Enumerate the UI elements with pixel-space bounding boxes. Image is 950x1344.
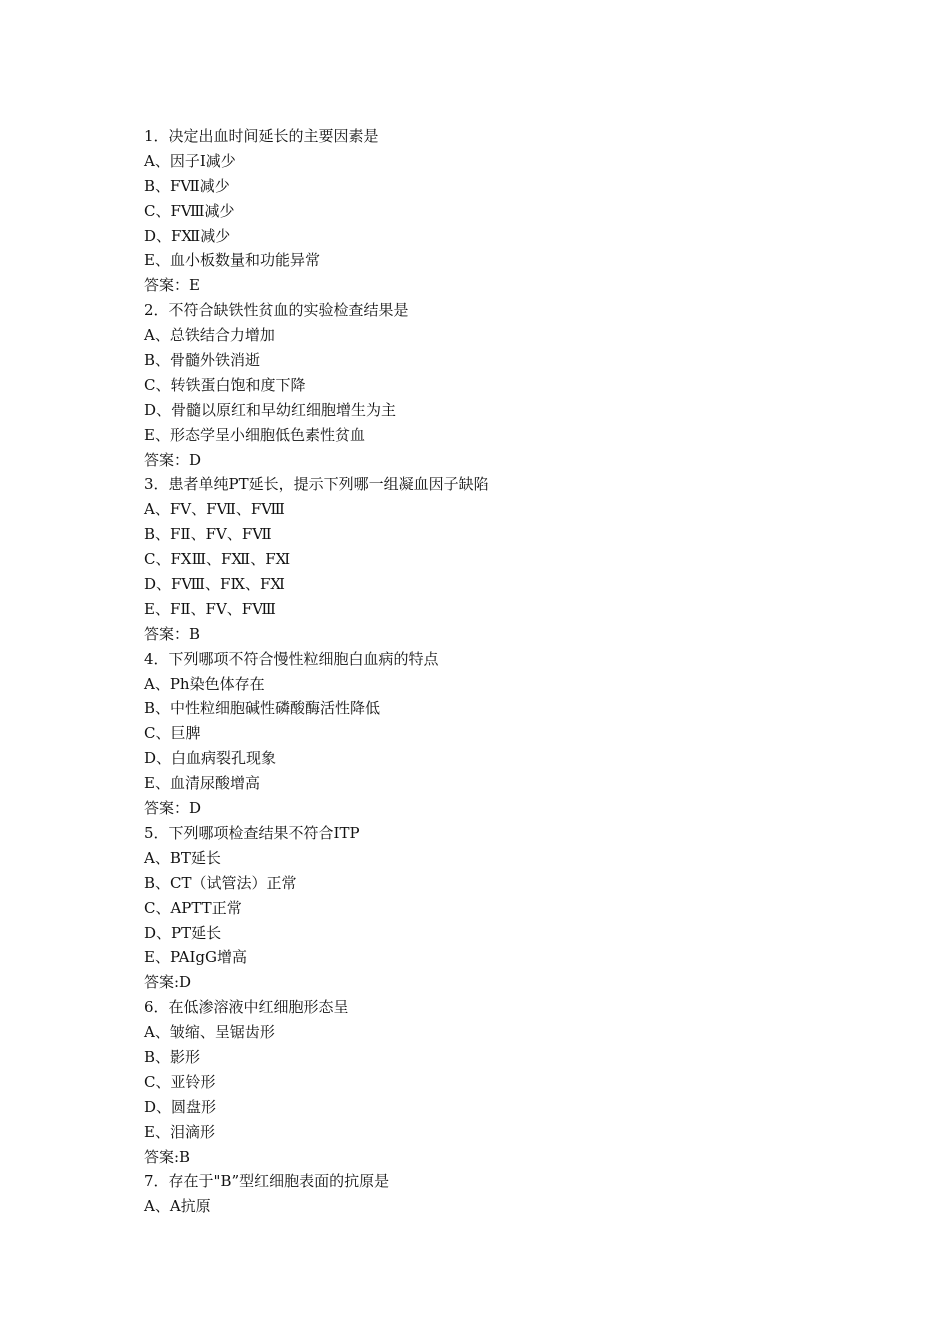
option-a: A、皱缩、呈锯齿形 xyxy=(144,1023,275,1042)
option-a: A、Ph染色体存在 xyxy=(144,674,265,693)
option-e: E、形态学呈小细胞低色素性贫血 xyxy=(144,425,365,444)
option-b: B、骨髓外铁消逝 xyxy=(144,351,261,370)
question-block-6 xyxy=(144,995,844,1169)
option-d: D、白血病裂孔现象 xyxy=(144,749,277,768)
option-c: C、转铁蛋白饱和度下降 xyxy=(144,375,306,394)
question-block-4 xyxy=(144,647,844,821)
question-stem: 3．患者单纯PT延长，提示下列哪一组凝血因子缺陷 xyxy=(144,475,489,494)
option-a: A、因子Ⅰ减少 xyxy=(144,151,236,170)
option-a: A、FⅤ、FⅦ、FⅧ xyxy=(144,500,285,519)
option-b: B、CT（试管法）正常 xyxy=(144,873,297,892)
answer-line: 答案:B xyxy=(144,1147,191,1166)
option-c: C、FⅩⅢ、FⅫ、FⅪ xyxy=(144,550,291,569)
question-block-5 xyxy=(144,821,844,995)
option-a: A、A抗原 xyxy=(144,1197,211,1216)
option-a: A、BT延长 xyxy=(144,848,221,867)
answer-line: 答案：D xyxy=(144,799,202,818)
answer-line: 答案：B xyxy=(144,624,201,643)
option-b: B、FⅡ、FⅤ、FⅦ xyxy=(144,525,272,544)
option-b: B、中性粒细胞碱性磷酸酶活性降低 xyxy=(144,699,381,718)
option-c: C、FⅧ减少 xyxy=(144,201,235,220)
question-block-3 xyxy=(144,472,844,646)
question-list xyxy=(144,124,844,1219)
question-block-2 xyxy=(144,298,844,472)
question-stem: 5．下列哪项检查结果不符合ITP xyxy=(144,823,360,842)
option-c: C、亚铃形 xyxy=(144,1072,216,1091)
option-d: D、FⅧ、FⅨ、FⅪ xyxy=(144,575,285,594)
option-b: B、FⅦ减少 xyxy=(144,176,230,195)
question-block-1 xyxy=(144,124,844,298)
answer-line: 答案：E xyxy=(144,276,200,295)
option-d: D、圆盘形 xyxy=(144,1097,217,1116)
option-e: E、血小板数量和功能异常 xyxy=(144,251,320,270)
answer-line: 答案:D xyxy=(144,973,192,992)
option-e: E、泪滴形 xyxy=(144,1122,215,1141)
option-e: E、FⅡ、FⅤ、FⅧ xyxy=(144,599,276,618)
option-d: D、PT延长 xyxy=(144,923,222,942)
option-d: D、骨髓以原红和早幼红细胞增生为主 xyxy=(144,400,397,419)
question-stem: 4．下列哪项不符合慢性粒细胞白血病的特点 xyxy=(144,649,439,668)
option-e: E、PAIgG增高 xyxy=(144,948,248,967)
option-e: E、血清尿酸增高 xyxy=(144,774,260,793)
question-block-7 xyxy=(144,1169,844,1219)
question-stem: 1．决定出血时间延长的主要因素是 xyxy=(144,127,379,145)
option-d: D、FⅫ减少 xyxy=(144,226,231,245)
question-stem: 6．在低渗溶液中红细胞形态呈 xyxy=(144,998,349,1017)
option-b: B、影形 xyxy=(144,1047,201,1066)
option-c: C、APTT正常 xyxy=(144,898,242,917)
option-a: A、总铁结合力增加 xyxy=(144,326,275,345)
question-stem: 2．不符合缺铁性贫血的实验检查结果是 xyxy=(144,301,409,320)
answer-line: 答案：D xyxy=(144,450,202,469)
option-c: C、巨脾 xyxy=(144,724,201,743)
question-stem: 7．存在于"B”型红细胞表面的抗原是 xyxy=(144,1172,390,1191)
